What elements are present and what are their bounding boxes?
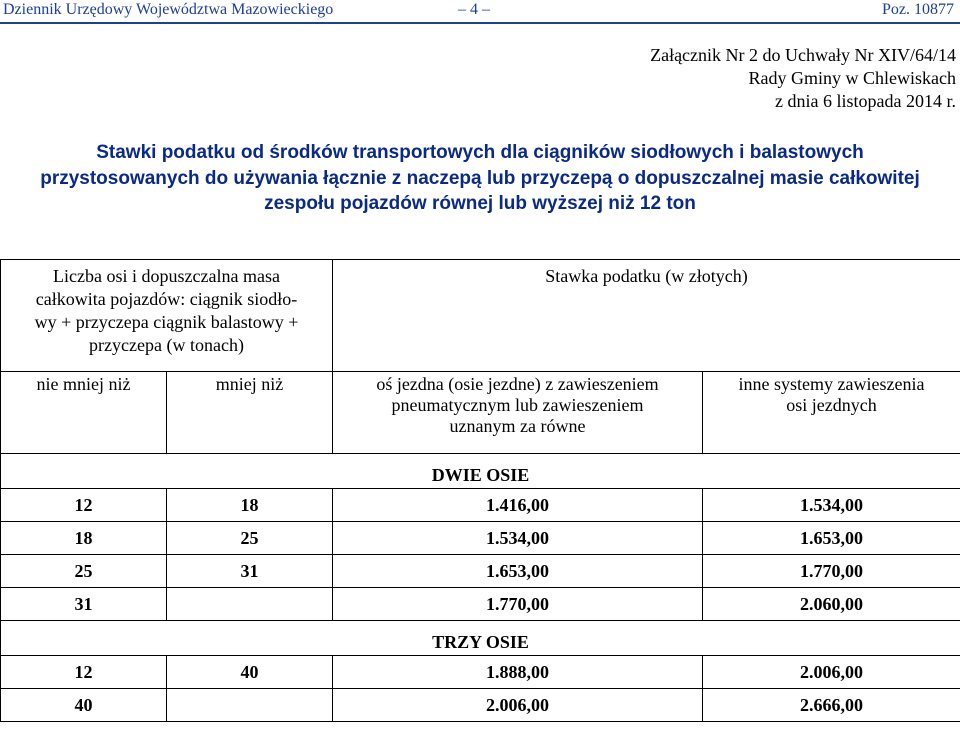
cell-max <box>167 689 333 722</box>
cell-pneumatic: 2.006,00 <box>333 689 703 722</box>
annex-line-3: z dnia 6 listopada 2014 r. <box>775 91 956 111</box>
pneumatic-suspension-header <box>333 372 703 454</box>
publication-name: Dziennik Urzędowy Województwa Mazowieckiego <box>3 1 334 18</box>
annex-block <box>650 44 956 113</box>
cell-other: 1.770,00 <box>703 555 960 588</box>
section-row <box>1 454 960 489</box>
table-row <box>1 689 960 722</box>
axle-mass-header-line: wy + przyczepa ciągnik balastowy + <box>34 312 299 332</box>
axle-mass-header-line: całkowita pojazdów: ciągnik siodło- <box>35 289 298 309</box>
cell-other: 1.534,00 <box>703 489 960 522</box>
table-row <box>1 656 960 689</box>
table-subheader-row <box>1 372 960 454</box>
cell-min: 31 <box>1 588 167 621</box>
annex-line-2: Rady Gminy w Chlewiskach <box>748 68 956 88</box>
tax-rate-table <box>0 259 960 722</box>
axle-mass-header-line: przyczepa (w tonach) <box>89 335 244 355</box>
cell-min: 40 <box>1 689 167 722</box>
page-number: – 4 – <box>458 1 490 18</box>
cell-other: 2.006,00 <box>703 656 960 689</box>
table-row <box>1 588 960 621</box>
min-mass-header: nie mniej niż <box>1 372 167 454</box>
cell-other: 1.653,00 <box>703 522 960 555</box>
title-line-1: Stawki podatku od środków transportowych dla ciągników siodłowych i balastowych <box>96 142 864 163</box>
title-line-3: zespołu pojazdów równej lub wyższej niż 12 ton <box>264 193 696 214</box>
table-row <box>1 555 960 588</box>
other-header-line: inne systemy zawieszenia <box>738 374 925 394</box>
cell-max: 18 <box>167 489 333 522</box>
cell-other: 2.666,00 <box>703 689 960 722</box>
section-label: DWIE OSIE <box>1 454 960 489</box>
cell-max: 25 <box>167 522 333 555</box>
tax-rate-header: Stawka podatku (w złotych) <box>333 260 960 372</box>
cell-pneumatic: 1.653,00 <box>333 555 703 588</box>
cell-max <box>167 588 333 621</box>
cell-min: 25 <box>1 555 167 588</box>
cell-pneumatic: 1.416,00 <box>333 489 703 522</box>
table-row <box>1 522 960 555</box>
cell-max: 40 <box>167 656 333 689</box>
cell-min: 18 <box>1 522 167 555</box>
section-label: TRZY OSIE <box>1 621 960 656</box>
axle-mass-header <box>1 260 333 372</box>
other-suspension-header <box>703 372 960 454</box>
publication-header <box>0 0 960 22</box>
axle-mass-header-line: Liczba osi i dopuszczalna masa <box>53 266 280 286</box>
cell-other: 2.060,00 <box>703 588 960 621</box>
cell-pneumatic: 1.888,00 <box>333 656 703 689</box>
cell-min: 12 <box>1 489 167 522</box>
title-line-2: przystosowanych do używania łącznie z naczepą lub przyczepą o dopuszczalnej masie całkowitej <box>40 167 920 189</box>
section-row <box>1 621 960 656</box>
other-header-line: osi jezdnych <box>786 395 877 415</box>
cell-pneumatic: 1.534,00 <box>333 522 703 555</box>
cell-max: 31 <box>167 555 333 588</box>
annex-line-1: Załącznik Nr 2 do Uchwały Nr XIV/64/14 <box>650 45 956 65</box>
pneumatic-header-line: pneumatycznym lub zawieszeniem <box>391 395 644 415</box>
pneumatic-header-line: oś jezdna (osie jezdne) z zawieszeniem <box>376 374 659 394</box>
document-title <box>0 140 960 217</box>
cell-pneumatic: 1.770,00 <box>333 588 703 621</box>
header-rule <box>0 22 960 24</box>
table-header-row <box>1 260 960 372</box>
pneumatic-header-line: uznanym za równe <box>449 416 586 436</box>
table-row <box>1 489 960 522</box>
position-number: Poz. 10877 <box>882 1 954 18</box>
cell-min: 12 <box>1 656 167 689</box>
max-mass-header: mniej niż <box>167 372 333 454</box>
